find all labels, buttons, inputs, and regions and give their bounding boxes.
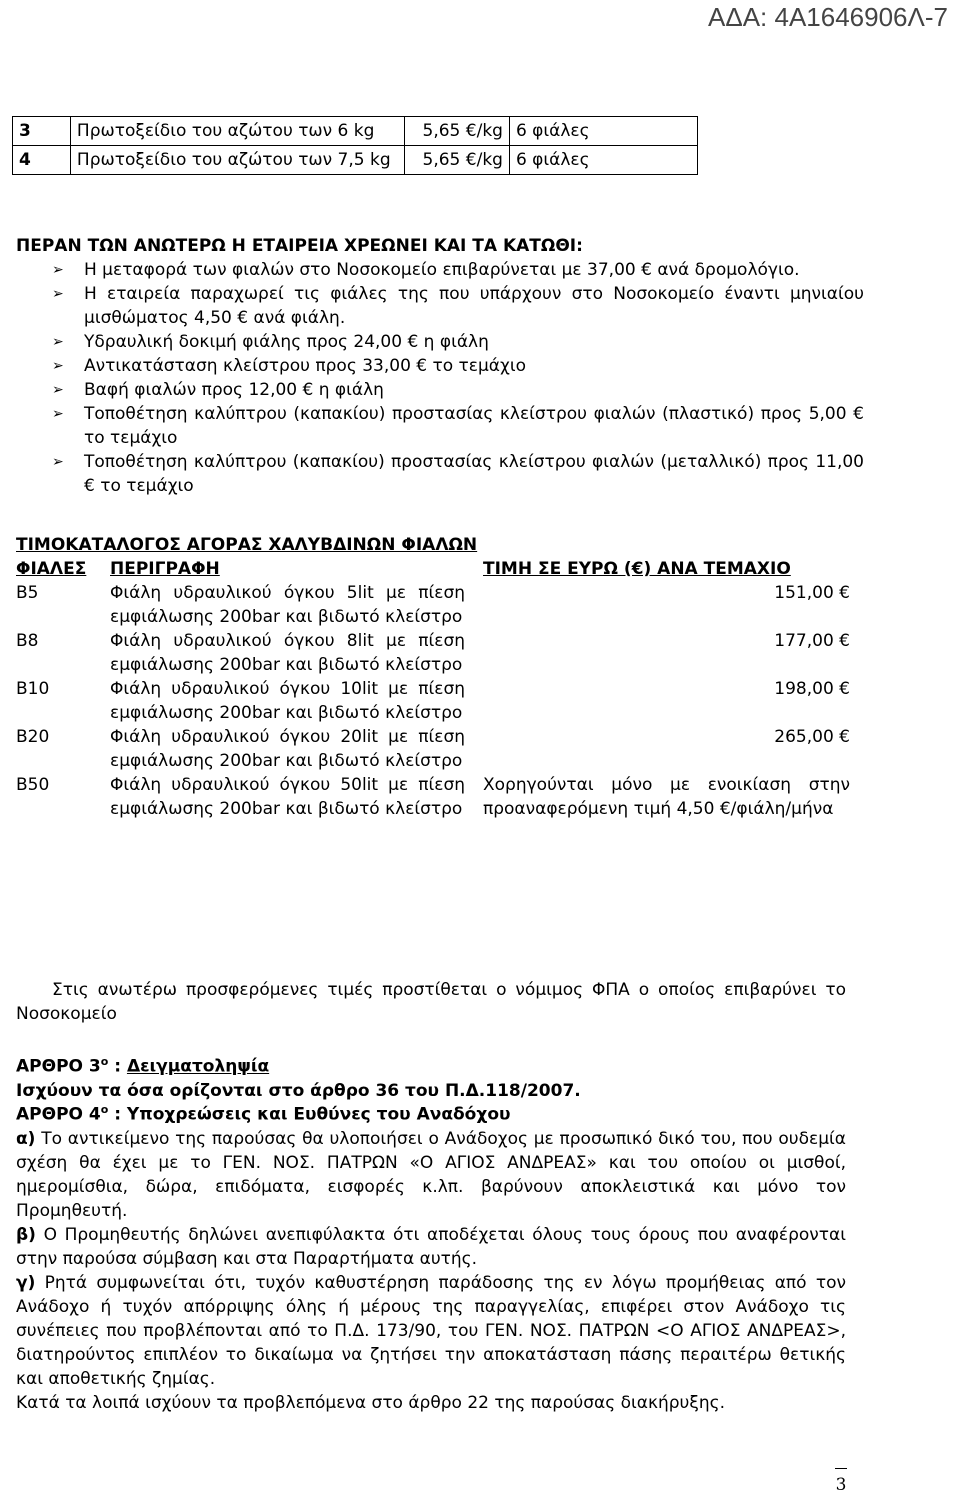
price-list-section	[16, 533, 850, 821]
cylinder-description: Φιάλη υδραυλικού όγκου 10lit με πίεση εμφιάλωσης 200bar και βιδωτό κλείστρο	[110, 679, 465, 723]
cylinder-price: 198,00 €	[774, 679, 850, 699]
arrow-bullet-icon: ➢	[52, 262, 64, 278]
cylinder-price: 265,00 €	[774, 727, 850, 747]
cylinder-description: Φιάλη υδραυλικού όγκου 8lit με πίεση εμφιάλωσης 200bar και βιδωτό κλείστρο	[110, 631, 465, 675]
vat-note: Στις ανωτέρω προσφερόμενες τιμές προστίθεται ο νόμιμος ΦΠΑ ο οποίος επιβαρύνει το Νοσοκομείο	[16, 980, 846, 1024]
row-description: Πρωτοξείδιο του αζώτου των 7,5 kg	[70, 146, 404, 175]
extra-charges-section	[16, 234, 864, 498]
article-3	[16, 1050, 581, 1103]
cylinder-code: B50	[16, 775, 50, 795]
page-number: 3	[835, 1468, 847, 1495]
top-price-table	[12, 116, 698, 175]
arrow-bullet-icon: ➢	[52, 286, 64, 302]
cylinder-price: 151,00 €	[774, 583, 850, 603]
page-number-rule	[835, 1468, 847, 1469]
list-item: ➢ Η μεταφορά των φιαλών στο Νοσοκομείο επιβαρύνεται με 37,00 € ανά δρομολόγιο.	[52, 260, 800, 280]
cylinder-description: Φιάλη υδραυλικού όγκου 50lit με πίεση εμφιάλωσης 200bar και βιδωτό κλείστρο	[110, 775, 465, 819]
table-row	[16, 629, 850, 677]
column-header-description: ΠΕΡΙΓΡΑΦΗ	[110, 559, 220, 579]
list-item: ➢ Τοποθέτηση καλύπτρου (καπακίου) προστασίας κλείστρου φιαλών (πλαστικό) προς 5,00 € το τεμάχιο	[52, 404, 864, 448]
table-row	[13, 117, 698, 146]
cylinder-price-table	[16, 557, 850, 821]
row-price: 5,65 €/kg	[405, 117, 510, 146]
table-row	[13, 146, 698, 175]
cylinder-code: B10	[16, 679, 50, 699]
arrow-bullet-icon: ➢	[52, 334, 64, 350]
extra-charges-heading: ΠΕΡΑΝ ΤΩΝ ΑΝΩΤΕΡΩ Η ΕΤΑΙΡΕΙΑ ΧΡΕΩΝΕΙ ΚΑΙ ΤΑ ΚΑΤΩΘΙ:	[16, 236, 583, 256]
article-4-paragraph-a: α) Το αντικείμενο της παρούσας θα υλοποιήσει ο Ανάδοχος με προσωπικό δικό του, που ουδεμία σχέση θα έχει με το ΓΕΝ. ΝΟΣ. ΠΑΤΡΩΝ «Ο ΑΓΙΟΣ ΑΝΔΡΕΑΣ» και του οποίου οι μισθοί, ημερομίσθια, δώρα, επιδόματα, εισφορές κ.λπ. βαρύνουν αποκλειστικά και μόνο τον Προμηθευτή.	[16, 1128, 846, 1221]
column-header-cylinders: ΦΙΑΛΕΣ	[16, 559, 87, 579]
row-description: Πρωτοξείδιο του αζώτου των 6 kg	[70, 117, 404, 146]
list-item: ➢ Αντικατάσταση κλείστρου προς 33,00 € το τεμάχιο	[52, 356, 526, 376]
article-4-paragraph-c: γ) Ρητά συμφωνείται ότι, τυχόν καθυστέρηση παράδοσης της εν λόγω προμήθειας από τον Ανάδοχο ή τυχόν απόρριψης όλης ή μέρους της παραγγελίας, επιφέρει στον Ανάδοχο τις συνέπειες που προβλέπονται από το Π.Δ. 173/90, του ΓΕΝ. ΝΟΣ. ΠΑΤΡΩΝ <Ο ΑΓΙΟΣ ΑΝΔΡΕΑΣ>, διατηρούντος επιπλέον το δικαίωμα να ζητήσει την αποκατάσταση πάσης περαιτέρω θετικής και αποθετικής ζημίας.	[16, 1272, 846, 1389]
cylinder-code: B8	[16, 631, 39, 651]
cylinder-code: B20	[16, 727, 50, 747]
list-item: ➢ Βαφή φιαλών προς 12,00 € η φιάλη	[52, 380, 384, 400]
table-row	[16, 581, 850, 629]
extra-charges-list	[16, 258, 864, 498]
article-4-closing: Κατά τα λοιπά ισχύουν τα προβλεπόμενα στο άρθρο 22 της παρούσας διακήρυξης.	[16, 1392, 726, 1413]
arrow-bullet-icon: ➢	[52, 454, 64, 470]
article-3-text: Ισχύουν τα όσα ορίζονται στο άρθρο 36 του Π.Δ.118/2007.	[16, 1080, 581, 1101]
row-number: 4	[13, 146, 71, 175]
cylinder-description: Φιάλη υδραυλικού όγκου 20lit με πίεση εμφιάλωσης 200bar και βιδωτό κλείστρο	[110, 727, 465, 771]
row-price: 5,65 €/kg	[405, 146, 510, 175]
cylinder-price: Χορηγούνται μόνο με ενοικίαση στην προαναφερόμενη τιμή 4,50 €/φιάλη/μήνα	[483, 775, 850, 819]
row-quantity: 6 φιάλες	[509, 146, 697, 175]
article-4	[16, 1098, 846, 1415]
list-item: ➢ Υδραυλική δοκιμή φιάλης προς 24,00 € η φιάλη	[52, 332, 489, 352]
price-list-title: ΤΙΜΟΚΑΤΑΛΟΓΟΣ ΑΓΟΡΑΣ ΧΑΛΥΒΔΙΝΩΝ ΦΙΑΛΩΝ	[16, 535, 478, 555]
table-row	[16, 725, 850, 773]
row-number: 3	[13, 117, 71, 146]
article-4-paragraph-b: β) Ο Προμηθευτής δηλώνει ανεπιφύλακτα ότι αποδέχεται όλους τους όρους που αναφέρονται στην παρούσα σύμβαση και στα Παραρτήματα αυτής.	[16, 1224, 846, 1269]
cylinder-code: B5	[16, 583, 39, 603]
arrow-bullet-icon: ➢	[52, 358, 64, 374]
table-row	[16, 773, 850, 821]
list-item: ➢ Τοποθέτηση καλύπτρου (καπακίου) προστασίας κλείστρου φιαλών (μεταλλικό) προς 11,00 € το τεμάχιο	[52, 452, 864, 496]
arrow-bullet-icon: ➢	[52, 406, 64, 422]
article-3-title: ΑΡΘΡΟ $3^o$ : Δειγματοληψία	[16, 1055, 270, 1077]
article-4-title: ΑΡΘΡΟ $4^o$ : Υποχρεώσεις και Ευθύνες του Αναδόχου	[16, 1103, 511, 1125]
list-item: ➢ Η εταιρεία παραχωρεί τις φιάλες της που υπάρχουν στο Νοσοκομείο έναντι μηνιαίου μισθώματος 4,50 € ανά φιάλη.	[52, 284, 864, 328]
row-quantity: 6 φιάλες	[509, 117, 697, 146]
table-header-row	[16, 557, 850, 581]
cylinder-price: 177,00 €	[774, 631, 850, 651]
arrow-bullet-icon: ➢	[52, 382, 64, 398]
ada-code: ΑΔΑ: 4Α1646906Λ-7	[707, 2, 948, 32]
table-row	[16, 677, 850, 725]
column-header-price: ΤΙΜΗ ΣΕ ΕΥΡΩ (€) ΑΝΑ ΤΕΜΑΧΙΟ	[483, 559, 791, 579]
cylinder-description: Φιάλη υδραυλικού όγκου 5lit με πίεση εμφιάλωσης 200bar και βιδωτό κλείστρο	[110, 583, 465, 627]
